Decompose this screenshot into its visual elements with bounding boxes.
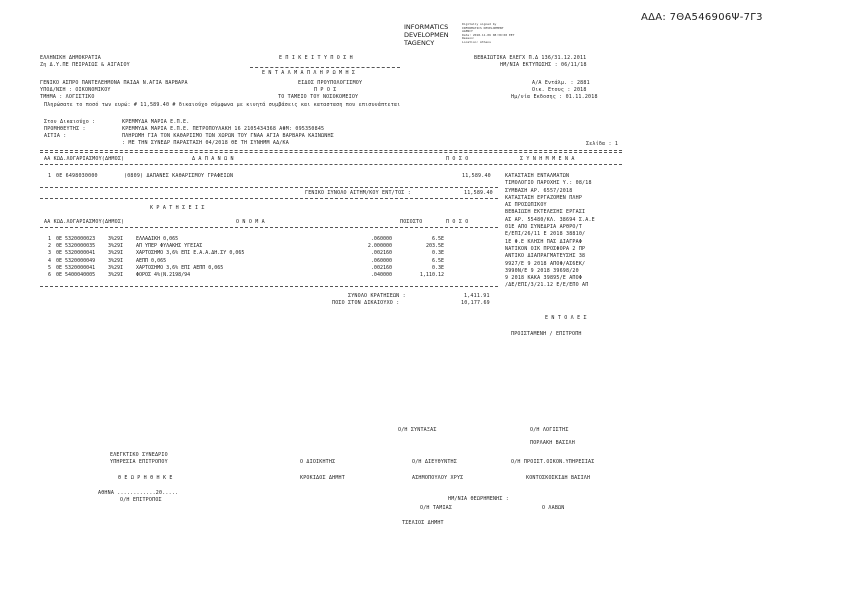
col-amount: Π Ο Σ Ο [446,156,469,162]
deduction-rate: .040000 [370,272,392,279]
payment-instruction: Πληρώσατε το ποσό των ευρώ: # 11,589.40 # δικαιούχο σύμφωνα με κινητά συμβάσεις και κατασταση που επισυνάπτεται [44,102,401,108]
deduction-code: 0Ε 5320000035 [56,243,96,250]
approved-label: Θ Ε Ω Ρ Η Θ Η Κ Ε [118,475,173,481]
cost-code: 0Ε 6498030000 [56,173,98,179]
rule-top [40,150,622,151]
title-rule [250,67,400,68]
print-date: ΗΜ/ΝΙΑ ΕΚΤΥΠΩΣΗΣ : 06/11/18 [500,62,587,68]
deduction-code: 0Ε 5400040005 [56,272,96,279]
orders-label: Ε Ν Τ Ο Λ Ε Σ [545,315,587,321]
deduction-kind: 3%29Ι [108,250,124,257]
deduction-amount: 6.5Ε [431,236,444,242]
cause-key: ΑΙΤΙΑ : [44,133,67,139]
manager-label: Ο/Η ΔΙΕΥΘΥΝΤΗΣ [412,459,457,465]
deduction-kind: 3%29Ι [108,257,124,264]
deduction-code: 0Ε 5320000041 [56,250,96,257]
attachment-item: ΒΕΒΑΙΩΣΗ ΕΚΤΕΛΕΣΗΣ ΕΡΓΑΣΙ [505,209,586,216]
accountant-label: Ο/Η ΛΟΓΙΣΤΗΣ [530,427,569,433]
attachment-item: ΤΙΜΟΛΟΓΙΟ ΠΑΡΟΧΗΣ Υ.: 08/18 [505,180,592,187]
deduction-rate: .002160 [370,264,392,271]
signature-detail: Location: Athens [462,39,491,44]
digital-signature-logo [404,23,449,47]
cost-amount: 11,589.40 [462,173,491,179]
col-attachments: Σ Υ Ν Η Μ Μ Ε Ν Α [520,156,575,162]
deduction-name: ΑΕΠΠ 0,065 [136,257,167,264]
attachments-list [505,173,595,290]
total-deductions-value: 1,411.91 [464,293,490,299]
deduction-aa: 2 [48,243,52,250]
attachment-item: Ε/ΕΠΙ/26/11 Ε 2018 38810/ [505,231,586,238]
deduction-aa: 1 [48,236,52,242]
digital-signature-details [462,23,514,45]
deduction-aa: 5 [48,264,52,271]
deduction-row [48,265,444,272]
cause-value: ΠΛΗΡΩΜΗ ΓΙΑ ΤΟΝ ΚΑΘΑΡΙΣΜΟ ΤΩΝ ΧΩΡΩΝ ΤΟΥ ΓΝΑΑ ΑΓΙΑ ΒΑΡΒΑΡΑ ΚΑΙΝΩΝΗΣ [122,133,334,139]
attachment-item: 9927/Ε 9 2018 ΑΠΟΦ/ΑΣ6ΕΚ/ [505,260,586,267]
composer-label: Ο/Η ΣΥΝΤΑΞΑΣ [398,427,437,433]
subdirectorate: ΥΠΟΔ/ΝΣΗ : ΟΙΚΟΝΟΜΙΚΟΥ [40,87,111,93]
deduction-aa: 4 [48,257,52,264]
deduction-aa: 6 [48,272,52,279]
deduction-name: ΦΟΡΟΣ 4%(Ν.2198/94 [136,272,191,279]
cost-description: (0809) ΔΑΠΑΝΕΣ ΚΑΘΑΡΙΣΜΟΥ ΓΡΑΦΕΙΩΝ [124,173,234,179]
rule-subtotal-bottom [40,198,498,199]
attachment-item: /ΔΕ/ΕΠΙ/3/21.12 Ε/Ε/ΕΠΟ ΑΠ [505,282,589,289]
deduction-kind: 3%29Ι [108,243,124,250]
signature-detail: Digitally signed by [462,22,497,26]
cause-value-cont: : ΜΕ ΤΗΝ ΣΥΝΕΔΡ ΠΑΡΑΣΤΑΣΗ 04/2018 ΘΕ ΤΗ ΣΥΝΗΜΜ ΑΔ/ΚΑ [122,140,289,146]
col-account: ΑΑ ΚΩΔ.ΛΟΓΑΡΙΑΣΜΟΥ(ΔΗΜΟΣ) [44,156,125,162]
logo-line: INFORMATICS [404,23,449,31]
deduction-kind: 3%29Ι [108,264,124,271]
logo-line: DEVELOPMEN [404,31,449,39]
cashier-name: ΤΣΕΛΙΟΣ ΔΗΜΗΤ [402,520,444,526]
rule-subtotal-top [40,187,498,188]
finance-head-label: Ο/Η ΠΡΟΙΣΤ.ΟΙΚΟΝ.ΥΠΗΡΕΣΙΑΣ [511,459,595,465]
deduction-kind: 3%29Ι [108,236,124,242]
deduction-kind: 3%29Ι [108,272,124,279]
manager-name: ΑΣΗΜΟΠΟΥΛΟΥ ΧΡΥΣ [412,475,464,481]
logo-line: TAGENCY [404,39,435,47]
subtotal-label: ΓΕΝΙΚΟ ΣΥΝΟΛΟ ΑΙΤΗΜ/ΚΟΥ ΕΝΤ/ΤΟΣ : [305,190,411,196]
ded-col-rate: ΠΟΣΟΣΤΟ [400,219,423,225]
deduction-code: 0Ε 5320000049 [56,257,96,264]
deduction-rate: 2.000000 [367,243,392,250]
attachment-item: ΑΝΤΙΚΟ ΔΙΑΠΡΑΓΜΑΤΕΥΣΗΣ 38 [505,253,586,260]
deduction-amount: 0.3Ε [431,264,444,271]
hospital-name: ΓΕΝΙΚΟ ΑΣΠΡΟ ΠΑΝΤΕΛΕΗΜΟΝΑ ΠΑΙΔΑ Ν.ΑΓΙΑ ΒΑΡΒΑΡΑ [40,80,188,86]
rule-deductions-end [40,286,498,287]
net-amount-label: ΠΟΣΟ ΣΤΟΝ ΔΙΚΑΙΟΥΧΟ : [332,300,400,306]
rule-head [40,164,622,165]
rule-deductions [40,227,498,228]
deduction-name: ΧΑΡΤΟΣΗΜΟ 3,6% ΕΠΙ ΑΕΠΠ 0,065 [136,264,224,271]
total-deductions-label: ΣΥΝΟΛΟ ΚΡΑΤΗΣΕΩΝ : [348,293,406,299]
budget-type: ΕΙΔΟΣ ΠΡΟΥΠΟΛΟΓΙΣΜΟΥ [298,80,363,86]
deduction-code: 0Ε 5320000023 [56,236,96,242]
court-label: ΕΛΕΓΚΤΙΚΟ ΣΥΝΕΔΡΙΟ [110,452,168,458]
accountant-name: ΠΟΡΛΑΚΗ ΒΑΣΙΛΗ [530,440,575,446]
finance-head-name: ΚΟΝΤΟΣΚΟΣΚΙΔΗ ΒΑΣΙΛΗ [526,475,591,481]
deductions-table [48,236,444,279]
net-amount-value: 10,177.69 [461,300,490,306]
doc-title: Ε Ν Τ Α Λ Μ Α Π Λ Η Ρ Ω Μ Η Σ [262,70,356,76]
attachment-item: ΚΑΤΑΣΤΑΣΗ ΕΝΤΑΛΜΑΤΩΝ [505,173,570,179]
beneficiary-value: ΚΡΕΜΜΥΔΑ ΜΑΡΙΑ Ε.Π.Ε. [122,119,190,125]
department: ΤΜΗΜΑ : ΛΟΓΙΣΤΙΚΟ [40,94,95,100]
warrant-number: Α/Α Εντάλμ. : 2881 [532,80,590,86]
attachment-item: ΑΣ ΑΡ. 55480/ΚΛ. 38694 Σ.Α.Ε [505,216,595,223]
deduction-row [48,272,444,279]
attachment-item: 3990Ν/Ε 9 2018 39698/20 [505,267,579,274]
col-expenses: Δ Α Π Α Ν Ω Ν [192,156,234,162]
orders-sub: ΠΡΟΙΣΤΑΜΕΝΗ / ΕΠΙΤΡΟΠΗ [511,331,582,337]
rule-top-double [40,152,622,153]
ada-code: ΑΔΑ: 7ΘΑ546906Ψ-7Γ3 [641,12,763,23]
commissioner-label: Ο/Η ΕΠΙΤΡΟΠΟΣ [120,497,162,503]
deduction-row [48,236,444,243]
deduction-row [48,250,444,257]
deduction-rate: .060000 [370,236,392,242]
deduction-rate: .060000 [370,257,392,264]
doc-heading: Ε Π Ι Κ Ε Ι Τ Υ Π Ο Σ Η [279,55,353,61]
deduction-amount: 203.5Ε [425,243,444,250]
attachment-item: 01Ε ΑΠΟ ΣΥΝΕΔΡΙΑ ΑΡΘΡΟ/Τ [505,224,583,231]
deduction-amount: 0.3Ε [431,250,444,257]
deduction-row [48,243,444,250]
attachment-item: ΝΑΤΙΚΟΝ ΟΙΚ ΠΡΟΣΦΟΡΑ 2 ΠΡ [505,245,586,252]
signature-detail: Date: 2018.11.06 08:39:00 EET [462,32,515,37]
director-label: Ο ΔΙΟΙΚΗΤΗΣ [300,459,336,465]
country-label: ΕΛΛΗΝΙΚΗ ΔΗΜΟΚΡΑΤΙΑ [40,55,101,61]
place-date-line: ΑΘΗΝΑ ............20..... [98,490,179,496]
attachment-item: ΣΥΜΒΑΣΗ ΑΡ. 6557/2018 [505,187,573,194]
ded-col-account: ΑΑ ΚΩΔ.ΛΟΓΑΡΙΑΣΜΟΥ(ΔΗΜΟΣ) [44,219,125,225]
beneficiary-key: Στον Δικαιούχο : [44,119,96,125]
deductions-title: Κ Ρ Α Τ Η Σ Ε Ι Σ [150,205,205,211]
ded-col-name: Ο Ν Ο Μ Α [236,219,265,225]
attachment-item: 1Ε Φ.Ε ΚΛΗΣΗ ΠΑΣ ΔΙΑΓΡΑΦ [505,238,583,245]
supplier-key: ΠΡΟΜΗΘΕΥΤΗΣ : [44,126,86,132]
attachment-item: ΚΑΤΑΣΤΑΣΗ ΕΡΓΑΖΟΜΕΝ ΠΛΗΡ [505,194,583,201]
deduction-rate: .002160 [370,250,392,257]
deduction-aa: 3 [48,250,52,257]
to-label: Π Ρ Ο Σ [314,87,337,93]
commissioner-service: ΥΠΗΡΕΣΙΑ ΕΠΙΤΡΟΠΟΥ [110,459,168,465]
deduction-amount: 1,110.12 [419,272,444,279]
issue-date: Ημ/νία Εκδοσης : 01.11.2018 [511,94,598,100]
recipient-fund: ΤΟ ΤΑΜΕΙΟ ΤΟΥ ΝΟΣΟΚΟΜΕΙΟΥ [278,94,359,100]
receiver-label: Ο ΛΑΒΩΝ [542,505,565,511]
cashier-label: Ο/Η ΤΑΜΙΑΣ [420,505,453,511]
page-number: Σελίδα : 1 [586,141,619,147]
deduction-name: ΕΛΛΑΔΙΚΗ 0,065 [136,236,179,242]
supplier-value: ΚΡΕΜΜΥΔΑ ΜΑΡΙΑ Ε.Π.Ε. ΠΕΤΡΟΠΟΥΛΑΚΗ 16 2105434368 ΑΦΜ: 095350845 [122,126,325,132]
attachment-item: 9 2018 ΚΑΚΑ 39895/Ε ΑΠΟΦ [505,275,583,282]
authority-label: Ζη Δ.Υ.ΠΕ ΠΕΙΡΑΙΩΣ & ΑΙΓΑΙΟΥ [40,62,130,68]
attachment-item: ΑΣ ΠΡΟΣΩΠΙΚΟΥ [505,202,547,209]
deduction-code: 0Ε 5320000041 [56,264,96,271]
deduction-name: ΑΠ ΥΠΕΡ ΦΥΛΑΚΗΣ ΥΓΕΙΑΣ [136,243,203,250]
signature-detail: AGENCY [462,29,473,34]
seal-date-label: ΗΜ/ΝΙΑ ΘΕΩΡΗΜΕΝΗΣ : [448,496,509,502]
signature-detail: Reason: [462,36,475,41]
director-name: ΚΡΟΚΙΔΟΣ ΔΗΜΗΤ [300,475,345,481]
subtotal-value: 11,589.40 [464,190,493,196]
deduction-amount: 6.5Ε [431,257,444,264]
fiscal-year: Οικ. Ετους : 2018 [532,87,587,93]
reference-label: ΒΕΒΑΙΩΤΙΚΑ ΕΛΕΓΧ Π.Δ 136/31.12.2011 [474,55,587,61]
signature-detail: INFORMATICS DEVELOPMENT [462,25,504,30]
ded-col-amount: Π Ο Σ Ο [446,219,469,225]
cost-aa: 1 [48,173,52,179]
deduction-name: ΧΑΡΤΟΣΗΜΟ 3,6% ΕΠΙ Ε.Α.Α.ΔΗ.ΣΥ 0,065 [136,250,245,257]
deduction-row [48,258,444,265]
